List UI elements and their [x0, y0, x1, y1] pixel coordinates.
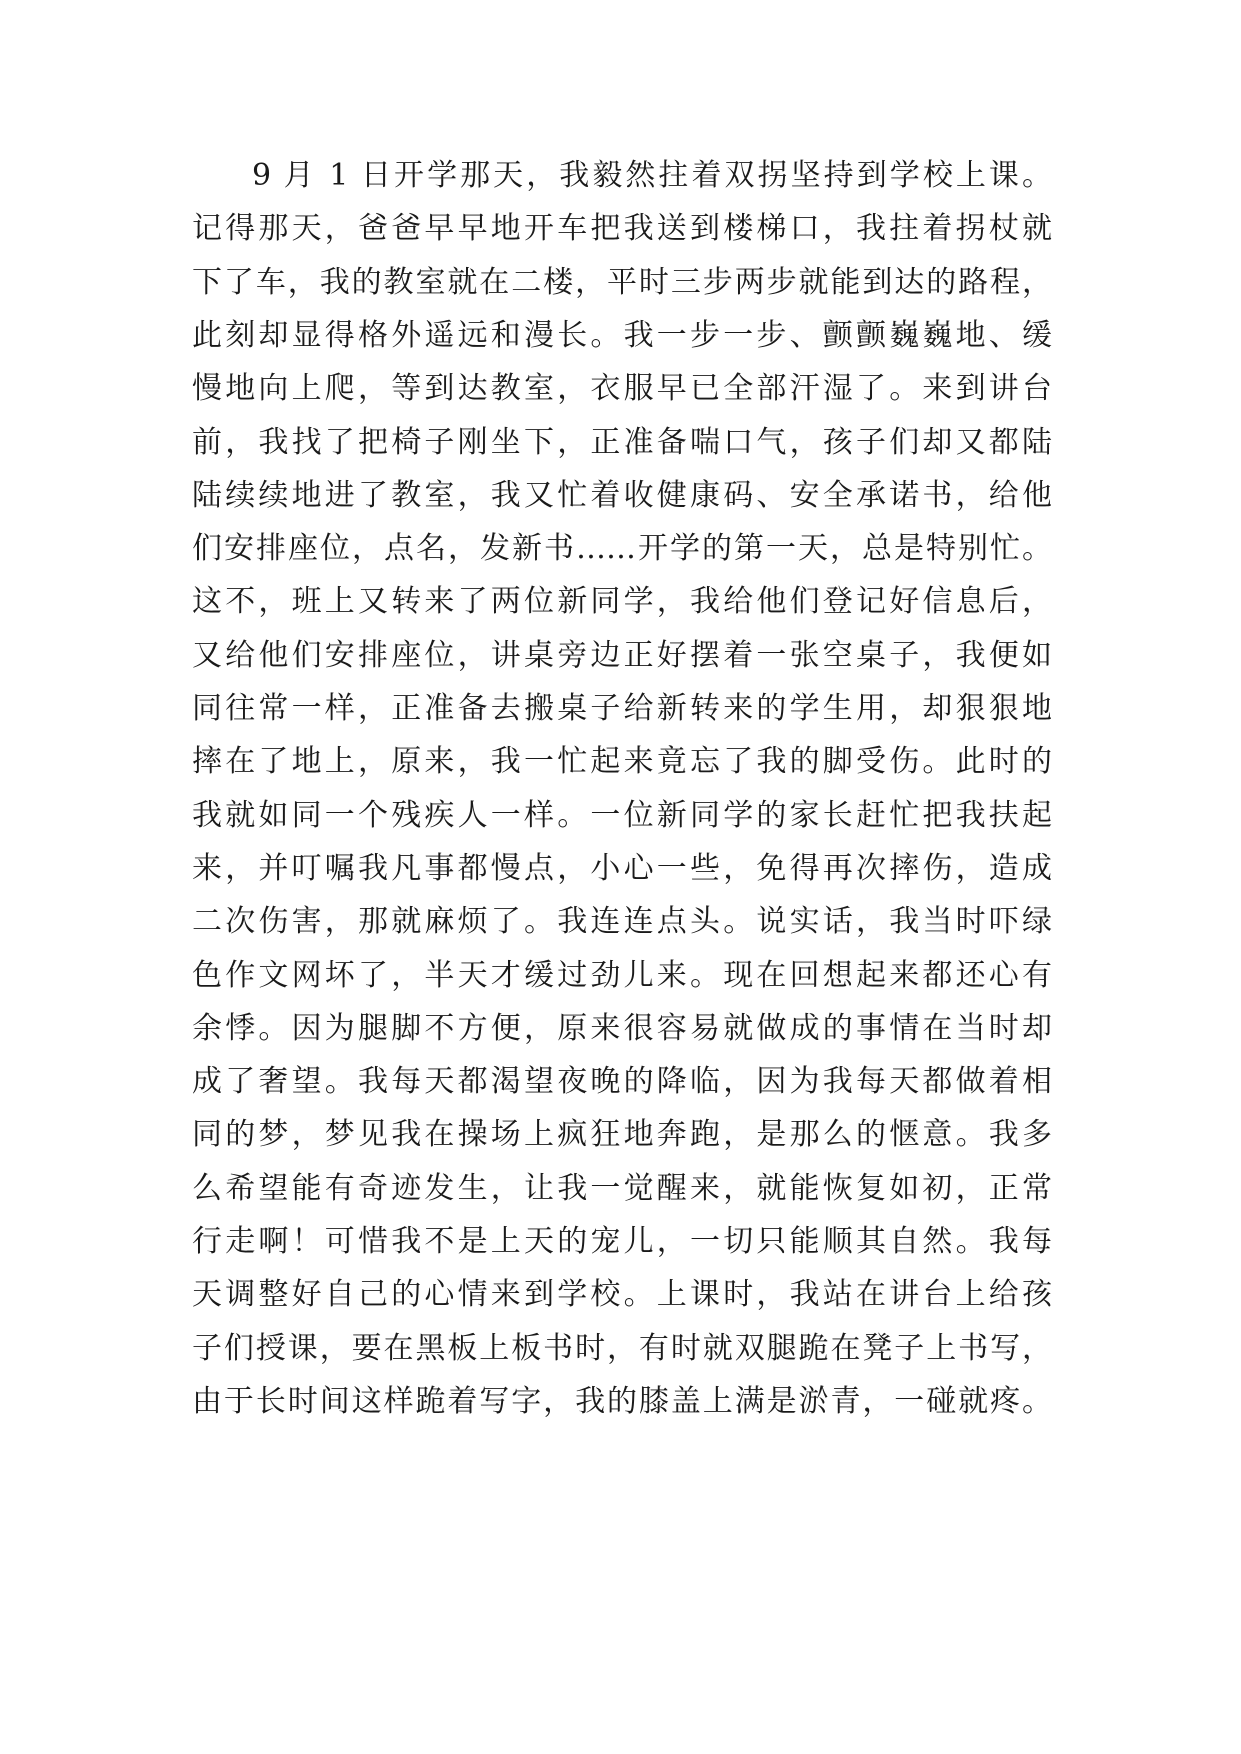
text-line: 来，并叮嘱我凡事都慢点，小心一些，免得再次摔伤，造成	[192, 851, 1052, 886]
text-line: 色作文网坏了，半天才缓过劲儿来。现在回想起来都还心有	[192, 958, 1052, 993]
text-line: 9 月 1 日开学那天，我毅然拄着双拐坚持到学校上课。	[252, 158, 1052, 193]
text-line: 余悸。因为腿脚不方便，原来很容易就做成的事情在当时却	[192, 1011, 1052, 1046]
text-line: 摔在了地上，原来，我一忙起来竟忘了我的脚受伤。此时的	[192, 744, 1052, 779]
text-line: 又给他们安排座位，讲桌旁边正好摆着一张空桌子，我便如	[192, 638, 1052, 673]
text-line: 同的梦，梦见我在操场上疯狂地奔跑，是那么的惬意。我多	[192, 1117, 1052, 1152]
text-line: 二次伤害，那就麻烦了。我连连点头。说实话，我当时吓绿	[192, 904, 1052, 939]
text-line: 们安排座位，点名，发新书……开学的第一天，总是特别忙。	[192, 531, 1052, 566]
text-line: 我就如同一个残疾人一样。一位新同学的家长赶忙把我扶起	[192, 798, 1052, 833]
text-line: 子们授课，要在黑板上板书时，有时就双腿跪在凳子上书写，	[192, 1331, 1052, 1366]
text-line: 天调整好自己的心情来到学校。上课时，我站在讲台上给孩	[192, 1277, 1052, 1312]
text-line: 由于长时间这样跪着写字，我的膝盖上满是淤青，一碰就疼。	[192, 1384, 1052, 1419]
text-line: 此刻却显得格外遥远和漫长。我一步一步、颤颤巍巍地、缓	[192, 318, 1052, 353]
text-line: 这不，班上又转来了两位新同学，我给他们登记好信息后，	[192, 584, 1052, 619]
text-line: 前，我找了把椅子刚坐下，正准备喘口气，孩子们却又都陆	[192, 425, 1052, 460]
text-line: 慢地向上爬，等到达教室，衣服早已全部汗湿了。来到讲台	[192, 371, 1052, 406]
text-line: 么希望能有奇迹发生，让我一觉醒来，就能恢复如初，正常	[192, 1171, 1052, 1206]
text-line: 记得那天，爸爸早早地开车把我送到楼梯口，我拄着拐杖就	[192, 211, 1052, 246]
text-line: 行走啊！可惜我不是上天的宠儿，一切只能顺其自然。我每	[192, 1224, 1052, 1259]
text-line: 成了奢望。我每天都渴望夜晚的降临，因为我每天都做着相	[192, 1064, 1052, 1099]
text-line: 下了车，我的教室就在二楼，平时三步两步就能到达的路程，	[192, 265, 1052, 300]
text-line: 同往常一样，正准备去搬桌子给新转来的学生用，却狠狠地	[192, 691, 1052, 726]
text-line: 陆续续地进了教室，我又忙着收健康码、安全承诺书，给他	[192, 478, 1052, 513]
